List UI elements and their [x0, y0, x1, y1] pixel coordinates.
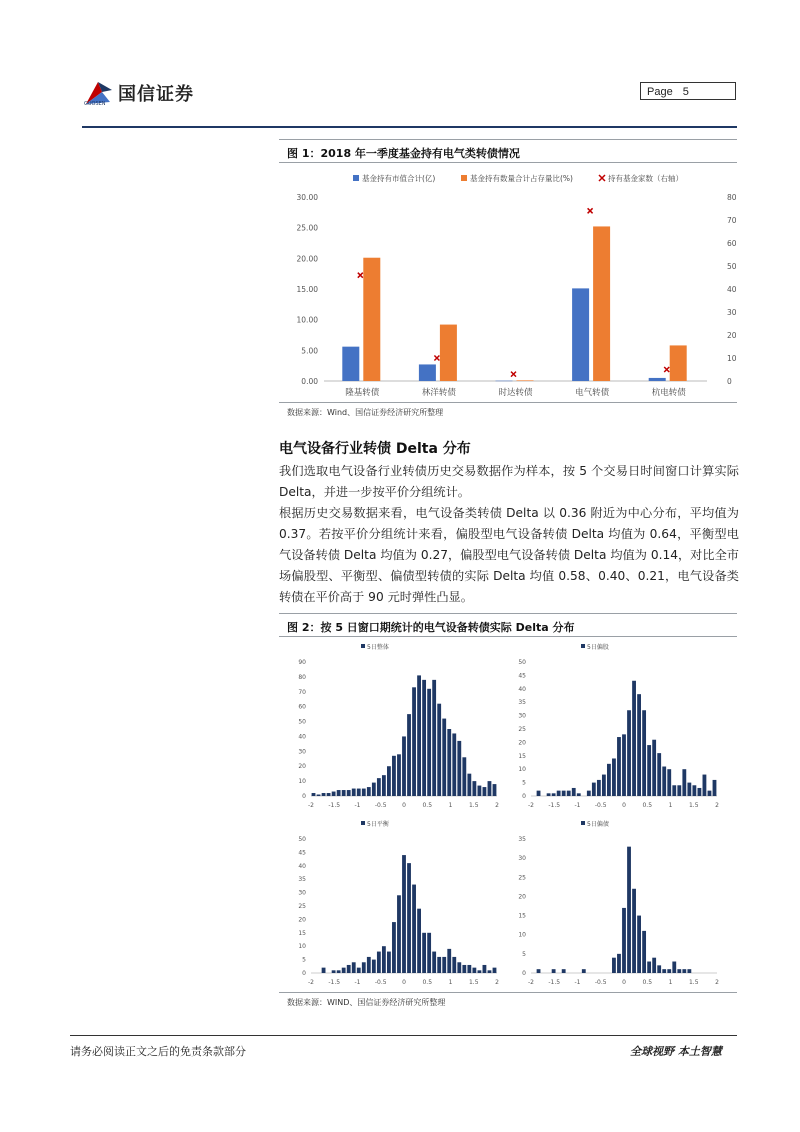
legend-marker-1: [461, 175, 467, 181]
hist-bar: [677, 785, 681, 796]
y-tick-label: 0: [522, 970, 526, 977]
y-tick-label: 35: [298, 876, 306, 884]
page-number: 5: [682, 86, 689, 98]
bar-market-value: [572, 288, 589, 381]
y-tick-label: 10: [518, 931, 526, 939]
hist-bar: [672, 962, 676, 973]
y-tick-label: 15: [518, 752, 526, 760]
legend-marker: [581, 821, 585, 825]
x-tick-label: 0: [622, 979, 626, 986]
x-tick-label: -1: [574, 802, 581, 809]
legend-label: 5日整体: [367, 644, 389, 651]
y-tick-label: 20: [518, 893, 526, 901]
y-tick-label: 0: [522, 793, 526, 800]
hist-bar: [562, 969, 566, 973]
x-tick-label: 1: [668, 802, 673, 809]
hist-bar: [447, 949, 451, 973]
y2-tick-label: 20: [727, 331, 737, 340]
x-tick-label: 2: [495, 979, 499, 986]
hist-bar: [607, 764, 611, 796]
hist-bar: [552, 969, 556, 973]
hist-bar: [637, 694, 641, 796]
hist-bar: [627, 847, 631, 973]
y-tick-label: 15.00: [296, 285, 318, 294]
hist-bar: [442, 719, 446, 796]
y-tick-label: 50: [298, 718, 306, 726]
hist-bar: [452, 733, 456, 796]
hist-bar: [407, 863, 411, 973]
hist-bar: [577, 793, 581, 796]
hist-bar: [617, 954, 621, 973]
hist-bar: [417, 675, 421, 796]
hist-bar: [692, 785, 696, 796]
hist-bar: [357, 789, 361, 796]
y-tick-label: 15: [298, 929, 306, 937]
legend-label-2: 持有基金家数（右轴）: [608, 174, 683, 183]
x-tick-label: 杭电转债: [651, 388, 686, 398]
delta-hist-balanced-chart: [285, 817, 507, 989]
x-tick-label: 1: [448, 802, 453, 809]
hist-bar: [412, 885, 416, 973]
paragraph-2: 根据历史交易数据来看，电气设备类转债 Delta 以 0.36 附近为中心分布，平均值为 0.37。若按平价分组统计来看，偏股型电气设备转债 Delta 均值为 0.64，平衡型电气设备转债 Delta 均值为 0.27，偏股型电气设备转债 Delta 均值为 0.14，对比全市场偏股型、平衡型、偏债型转债的实际 Delta 均值 0.58、0.40、0.21，电气设备类转债在平价高于 90 元时弹性凸显。: [279, 506, 739, 604]
hist-bar: [488, 970, 492, 973]
x-tick-label: -0.5: [594, 802, 607, 809]
legend-label: 5日偏股: [587, 644, 609, 651]
hist-bar: [667, 769, 671, 796]
hist-bar: [422, 933, 426, 973]
x-tick-label: 1.5: [468, 979, 479, 986]
x-tick-label: -1: [354, 979, 361, 986]
figure1-top-rule: [279, 139, 737, 140]
figure2-title-rule: [279, 636, 737, 637]
y-tick-label: 35: [518, 836, 526, 843]
x-tick-label: 0.5: [422, 979, 433, 986]
hist-bar: [322, 793, 326, 796]
hist-bar: [417, 909, 421, 973]
x-tick-label: 2: [715, 802, 719, 809]
hist-bar: [682, 969, 686, 973]
hist-bar: [477, 786, 481, 796]
y-tick-label: 20: [298, 916, 306, 924]
hist-bar: [462, 757, 466, 796]
x-tick-label: 1: [448, 979, 453, 986]
y-tick-label: 50: [518, 659, 526, 666]
hist-bar: [672, 785, 676, 796]
figure1-title-rule: [279, 162, 737, 163]
hist-bar: [442, 957, 446, 973]
hist-bar: [382, 775, 386, 796]
y-tick-label: 40: [518, 685, 526, 693]
hist-bar: [472, 781, 476, 796]
y2-tick-label: 30: [727, 308, 737, 317]
y2-tick-label: 10: [727, 354, 737, 363]
hist-bar: [337, 790, 341, 796]
y2-tick-label: 50: [727, 262, 737, 271]
bar-market-value: [649, 378, 666, 381]
footer-slogan: 全球视野 本土智慧: [630, 1045, 722, 1058]
hist-bar: [432, 680, 436, 796]
y-tick-label: 40: [298, 733, 306, 741]
hist-bar: [427, 933, 431, 973]
hist-bar: [367, 957, 371, 973]
hist-bar: [352, 962, 356, 973]
hist-bar: [367, 787, 371, 796]
x-tick-label: -1: [354, 802, 361, 809]
y-tick-label: 25: [298, 903, 306, 910]
y2-tick-label: 80: [727, 193, 737, 202]
hist-bar: [562, 791, 566, 796]
hist-bar: [317, 795, 321, 796]
page-indicator: [640, 82, 736, 100]
fund-count-marker: [664, 367, 669, 372]
x-tick-label: -2: [308, 979, 314, 986]
hist-bar: [537, 791, 541, 796]
hist-bar: [557, 791, 561, 796]
hist-bar: [427, 689, 431, 796]
y-tick-label: 30: [298, 748, 306, 756]
hist-bar: [472, 968, 476, 973]
hist-bar: [493, 784, 497, 796]
y-tick-label: 15: [518, 912, 526, 920]
hist-bar: [617, 737, 621, 796]
hist-bar: [667, 969, 671, 973]
y-tick-label: 10: [298, 778, 306, 786]
legend-marker: [361, 821, 365, 825]
hist-bar: [657, 965, 661, 973]
x-tick-label: -1.5: [548, 802, 561, 809]
paragraph-1: 我们选取电气设备行业转债历史交易数据作为样本，按 5 个交易日时间窗口计算实际 Delta，并进一步按平价分组统计。: [279, 464, 739, 499]
x-tick-label: -2: [308, 802, 314, 809]
y-tick-label: 30: [518, 712, 526, 720]
hist-bar: [652, 958, 656, 973]
hist-bar: [327, 793, 331, 796]
bar-holding-ratio: [440, 325, 457, 381]
hist-bar: [483, 787, 487, 796]
legend-marker-2: [599, 175, 605, 181]
y-tick-label: 35: [518, 699, 526, 707]
hist-bar: [397, 754, 401, 796]
x-tick-label: 2: [715, 979, 719, 986]
hist-bar: [332, 792, 336, 796]
bar-market-value: [342, 347, 359, 381]
y2-tick-label: 70: [727, 216, 737, 225]
hist-bar: [362, 789, 366, 796]
y-tick-label: 10.00: [296, 315, 318, 325]
hist-bar: [377, 952, 381, 973]
legend-marker: [581, 644, 585, 648]
hist-bar: [592, 783, 596, 796]
hist-bar: [372, 783, 376, 796]
x-tick-label: 2: [495, 802, 499, 809]
x-tick-label: 0: [622, 802, 626, 809]
y-tick-label: 10: [298, 943, 306, 951]
bar-market-value: [419, 364, 436, 381]
y-tick-label: 0: [302, 793, 306, 800]
bar-holding-ratio: [670, 345, 687, 381]
fund-count-marker: [358, 273, 363, 278]
fund-count-marker: [588, 208, 593, 213]
y-tick-label: 20: [298, 763, 306, 771]
figure2-top-rule: [279, 613, 737, 614]
hist-bar: [642, 931, 646, 973]
y-tick-label: 30.00: [296, 193, 318, 202]
y-tick-label: 20: [518, 739, 526, 747]
hist-bar: [602, 775, 606, 796]
x-tick-label: 1: [668, 979, 673, 986]
hist-bar: [697, 788, 701, 796]
hist-bar: [467, 965, 471, 973]
x-tick-label: -0.5: [374, 802, 387, 809]
hist-bar: [662, 767, 666, 796]
legend-marker-0: [353, 175, 359, 181]
section-heading: 电气设备行业转债 Delta 分布: [279, 441, 471, 457]
y-tick-label: 25: [518, 726, 526, 733]
x-tick-label: -0.5: [374, 979, 387, 986]
hist-bar: [452, 957, 456, 973]
hist-bar: [488, 781, 492, 796]
hist-bar: [412, 687, 416, 796]
hist-bar: [407, 714, 411, 796]
x-tick-label: -1.5: [328, 979, 341, 986]
page-label: Page: [647, 86, 673, 98]
y-tick-label: 5: [522, 950, 526, 958]
logo-text: 国信证券: [118, 84, 194, 105]
x-tick-label: 0: [402, 979, 406, 986]
figure1-bottom-rule: [279, 402, 737, 403]
hist-bar: [682, 769, 686, 796]
legend-label: 5日偏债: [587, 821, 609, 828]
figure1-title: 图 1：2018 年一季度基金持有电气类转债情况: [287, 147, 520, 160]
legend-label: 5日平衡: [367, 821, 389, 828]
hist-bar: [447, 729, 451, 796]
footer-disclaimer: 请务必阅读正文之后的免责条款部分: [70, 1045, 246, 1058]
x-tick-label: 0.5: [642, 979, 653, 986]
hist-bar: [352, 789, 356, 796]
x-tick-label: -1: [574, 979, 581, 986]
hist-bar: [662, 969, 666, 973]
y-tick-label: 5: [302, 956, 306, 964]
y-tick-label: 45: [518, 672, 526, 680]
hist-bar: [708, 791, 712, 796]
hist-bar: [597, 780, 601, 796]
x-tick-label: -1.5: [548, 979, 561, 986]
hist-bar: [342, 790, 346, 796]
hist-bar: [377, 778, 381, 796]
bar-holding-ratio: [363, 258, 380, 381]
delta-hist-equity-chart: [505, 640, 727, 812]
fund-count-marker: [511, 372, 516, 377]
y2-tick-label: 0: [727, 377, 732, 386]
y-tick-label: 5: [522, 779, 526, 787]
delta-hist-all-chart: [285, 640, 507, 812]
header-rule: [82, 126, 737, 128]
x-tick-label: 电气转债: [575, 388, 610, 398]
hist-bar: [713, 780, 717, 796]
x-tick-label: 时达转债: [498, 388, 533, 398]
hist-bar: [432, 952, 436, 973]
hist-bar: [637, 916, 641, 973]
hist-bar: [612, 958, 616, 973]
hist-bar: [337, 970, 341, 973]
hist-bar: [703, 775, 707, 796]
hist-bar: [332, 970, 336, 973]
y-tick-label: 70: [298, 688, 306, 696]
hist-bar: [422, 680, 426, 796]
hist-bar: [622, 734, 626, 796]
hist-bar: [632, 889, 636, 973]
hist-bar: [392, 756, 396, 796]
y-tick-label: 20.00: [296, 254, 318, 264]
hist-bar: [642, 710, 646, 796]
x-tick-label: -2: [528, 802, 534, 809]
hist-bar: [647, 962, 651, 973]
hist-bar: [457, 962, 461, 973]
x-tick-label: -0.5: [594, 979, 607, 986]
x-tick-label: 0.5: [642, 802, 653, 809]
hist-bar: [342, 968, 346, 973]
y-tick-label: 45: [298, 849, 306, 857]
hist-bar: [322, 968, 326, 973]
hist-bar: [457, 741, 461, 796]
hist-bar: [677, 969, 681, 973]
legend-label-0: 基金持有市值合计(亿): [362, 174, 436, 183]
x-tick-label: 1.5: [468, 802, 479, 809]
hist-bar: [567, 791, 571, 796]
hist-bar: [627, 710, 631, 796]
hist-bar: [687, 969, 691, 973]
hist-bar: [687, 783, 691, 796]
hist-bar: [552, 793, 556, 796]
y2-tick-label: 60: [727, 239, 737, 248]
hist-bar: [387, 952, 391, 973]
logo-subtext: GUOSEN: [84, 101, 106, 107]
figure2-bottom-rule: [279, 992, 737, 993]
x-tick-label: 0.5: [422, 802, 433, 809]
fund-count-marker: [434, 356, 439, 361]
hist-bar: [402, 736, 406, 796]
y-tick-label: 0: [302, 970, 306, 977]
hist-bar: [652, 740, 656, 796]
hist-bar: [462, 965, 466, 973]
hist-bar: [467, 774, 471, 796]
hist-bar: [493, 968, 497, 973]
bar-holding-ratio: [593, 226, 610, 381]
hist-bar: [632, 681, 636, 796]
hist-bar: [347, 790, 351, 796]
y-tick-label: 0.00: [301, 377, 318, 386]
x-tick-label: 1.5: [688, 802, 699, 809]
delta-hist-bond-chart: [505, 817, 727, 989]
bar-holding-ratio: [517, 380, 534, 381]
y-tick-label: 60: [298, 703, 306, 711]
y-tick-label: 25.00: [296, 223, 318, 233]
hist-bar: [382, 946, 386, 973]
y-tick-label: 40: [298, 862, 306, 870]
hist-bar: [657, 753, 661, 796]
x-tick-label: -1.5: [328, 802, 341, 809]
fund-holdings-chart: [279, 164, 739, 402]
figure2-title: 图 2：按 5 日窗口期统计的电气设备转债实际 Delta 分布: [287, 621, 575, 634]
hist-bar: [622, 908, 626, 973]
hist-bar: [392, 922, 396, 973]
x-tick-label: 隆基转债: [345, 388, 380, 398]
hist-bar: [647, 745, 651, 796]
x-tick-label: 林洋转债: [421, 388, 456, 398]
x-tick-label: -2: [528, 979, 534, 986]
hist-bar: [312, 793, 316, 796]
hist-bar: [572, 788, 576, 796]
hist-bar: [397, 895, 401, 973]
hist-bar: [483, 965, 487, 973]
hist-bar: [477, 970, 481, 973]
figure2-source: 数据来源：WIND、国信证券经济研究所整理: [287, 998, 446, 1007]
y-tick-label: 5.00: [301, 346, 318, 356]
bar-market-value: [496, 381, 513, 382]
y-tick-label: 30: [298, 889, 306, 897]
hist-bar: [387, 766, 391, 796]
y-tick-label: 30: [518, 855, 526, 863]
hist-bar: [587, 791, 591, 796]
y-tick-label: 80: [298, 673, 306, 681]
y-tick-label: 10: [518, 766, 526, 774]
hist-bar: [362, 962, 366, 973]
x-tick-label: 1.5: [688, 979, 699, 986]
hist-bar: [437, 957, 441, 973]
hist-bar: [437, 704, 441, 796]
hist-bar: [537, 969, 541, 973]
hist-bar: [582, 969, 586, 973]
hist-bar: [402, 855, 406, 973]
hist-bar: [357, 968, 361, 973]
y-tick-label: 25: [518, 874, 526, 882]
legend-label-1: 基金持有数量合计占存量比(%): [470, 174, 573, 183]
hist-bar: [372, 960, 376, 973]
figure1-source: 数据来源：Wind、国信证券经济研究所整理: [287, 408, 444, 417]
hist-bar: [547, 793, 551, 796]
legend-marker: [361, 644, 365, 648]
footer-rule: [70, 1035, 737, 1036]
y2-tick-label: 40: [727, 285, 737, 294]
y-tick-label: 90: [298, 659, 306, 666]
x-tick-label: 0: [402, 802, 406, 809]
hist-bar: [347, 965, 351, 973]
hist-bar: [612, 758, 616, 796]
y-tick-label: 50: [298, 836, 306, 843]
